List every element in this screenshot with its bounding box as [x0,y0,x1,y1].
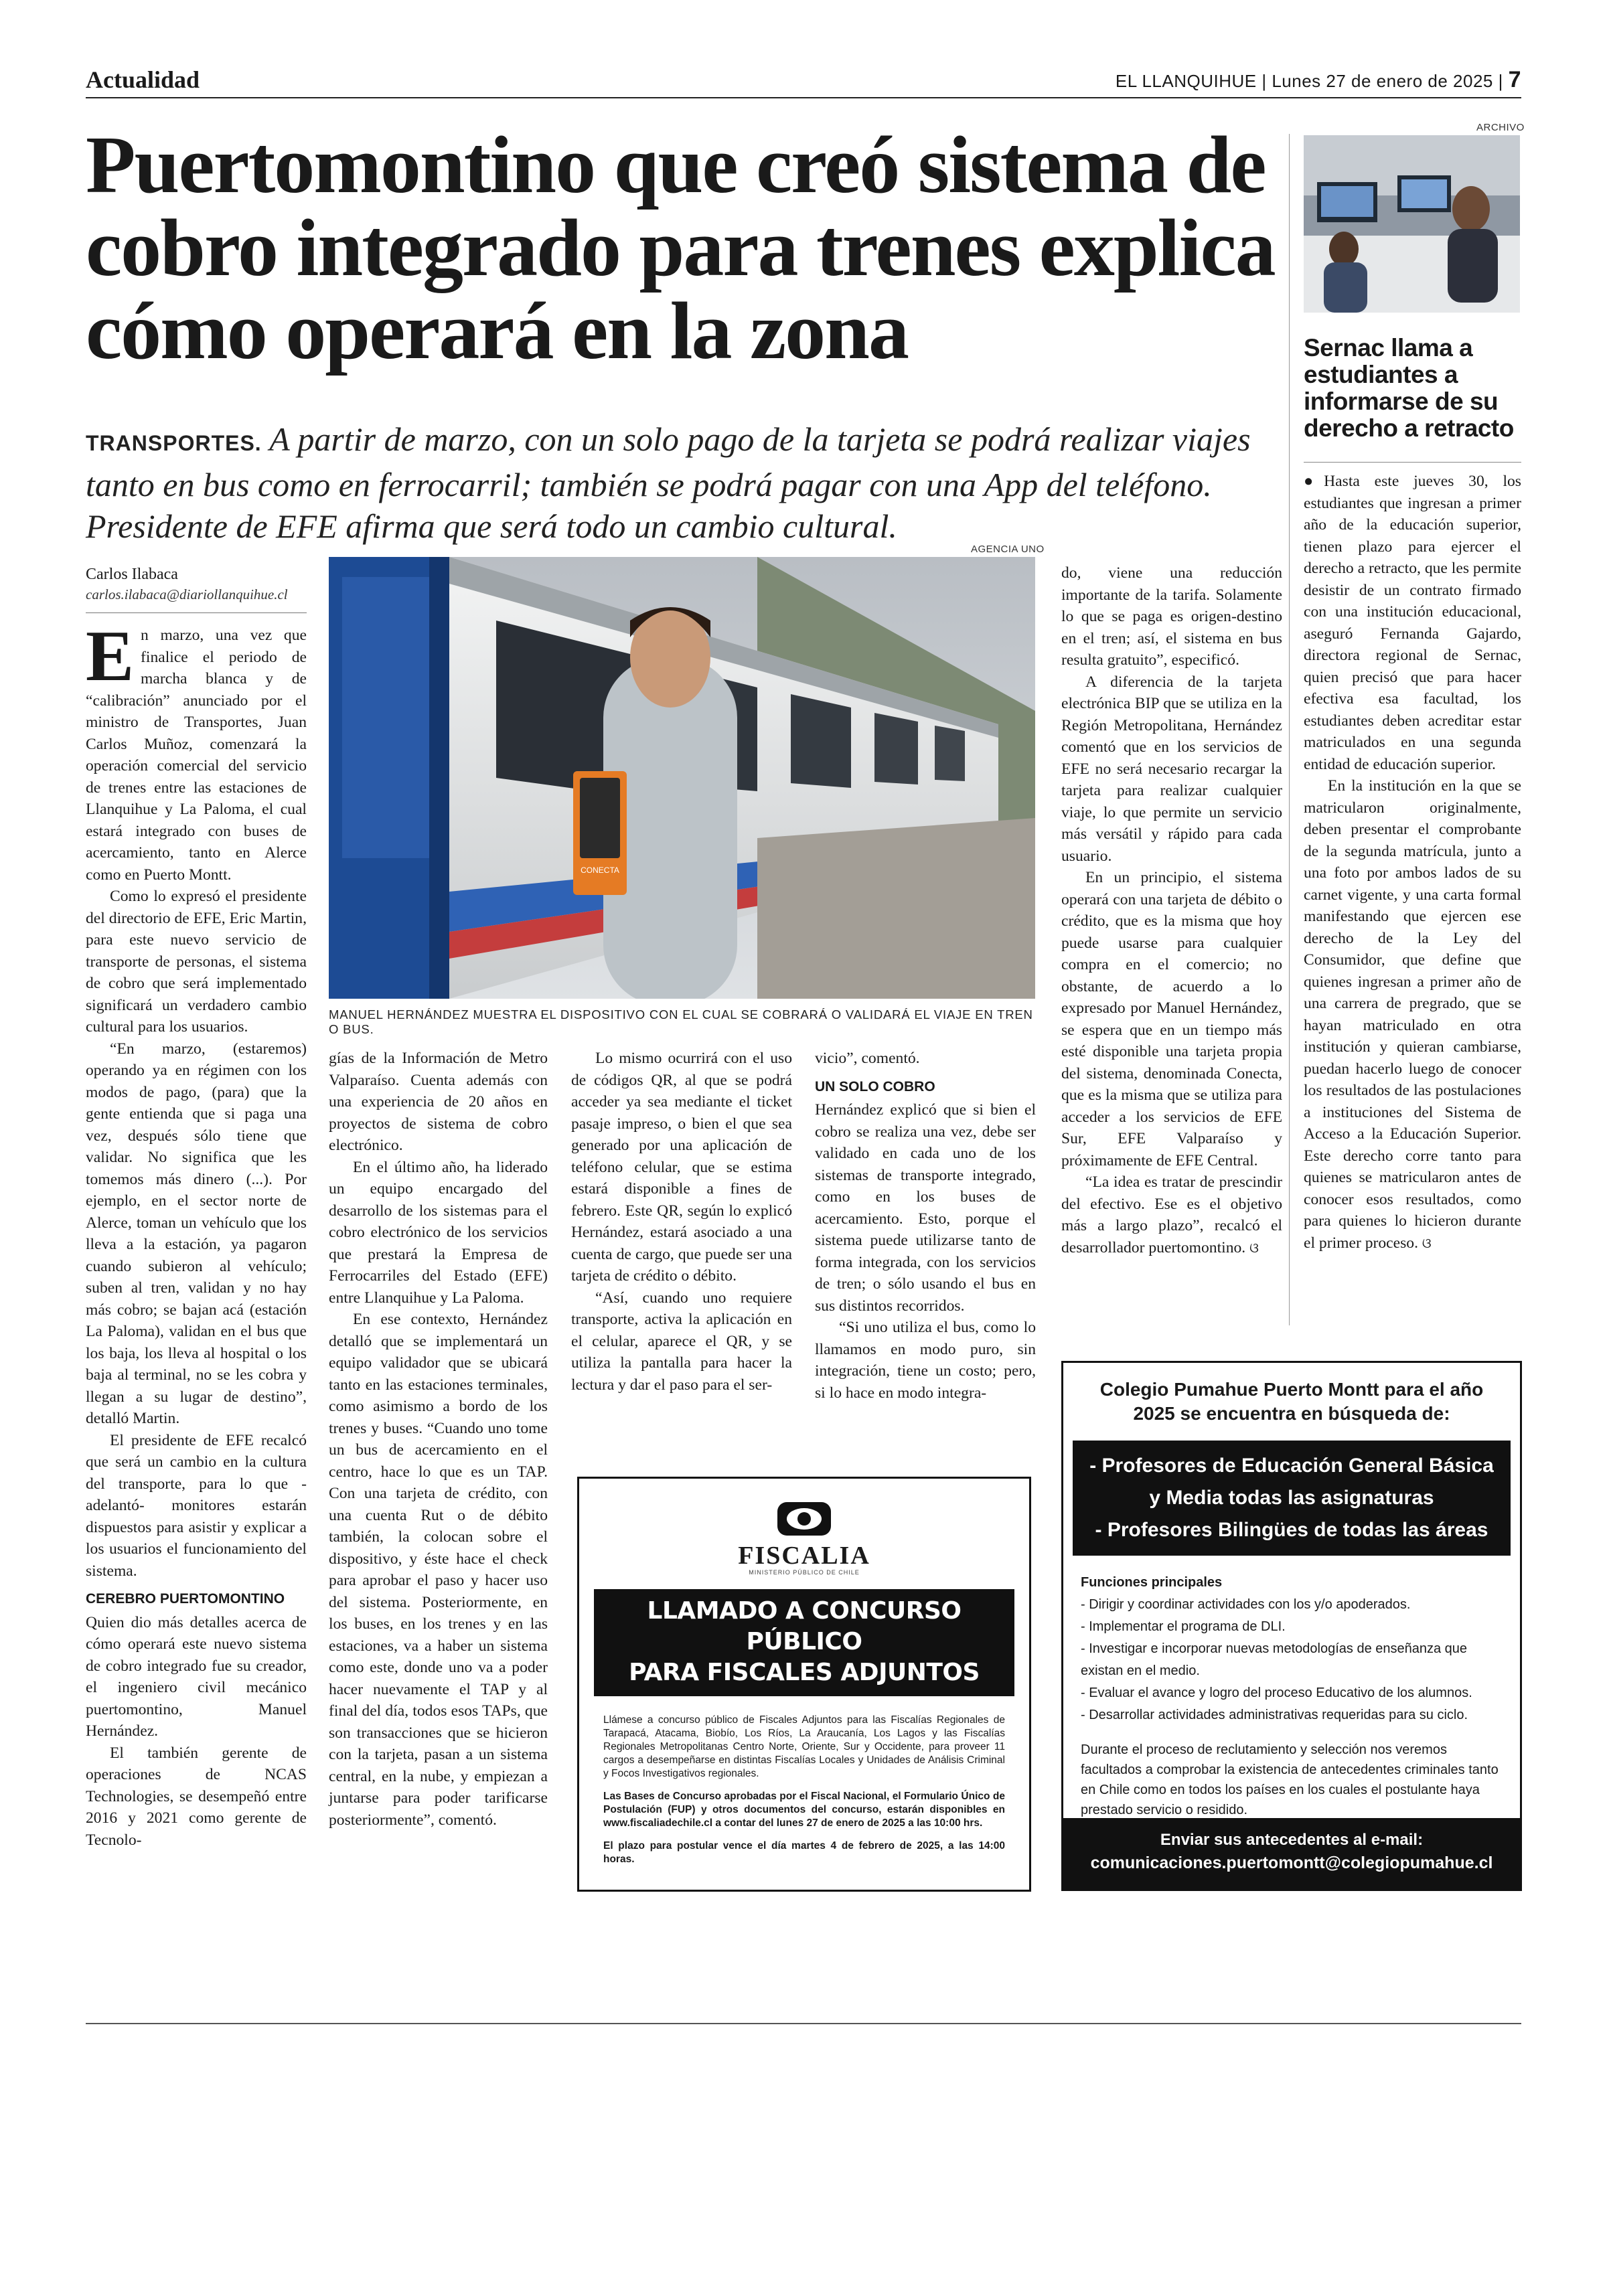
subheading: CEREBRO PUERTOMONTINO [86,1591,285,1607]
subheading: UN SOLO COBRO [815,1078,935,1094]
sidebar-body [1304,471,1521,1254]
paragraph: gías de la Información de Metro Valparaíso. Cuenta además con una experiencia de 20 años en proyectos de sistema de cobro electrónico. [329,1050,548,1154]
author-email[interactable]: carlos.ilabaca@diariollanquihue.cl [86,586,288,602]
paragraph: En el último año, ha liderado un equipo encargado del desarrollo de los sistemas para el cobro electrónico de los servicios que prestará la Empresa de Ferrocarriles del Estado (EFE) entre Llanquihue y La Paloma. [329,1158,548,1307]
function-item: - Dirigir y coordinar actividades con los y/o apoderados. [1081,1597,1411,1612]
article-col-4 [815,1048,1036,1404]
fiscalia-emblem-icon [774,1499,834,1539]
role-item: - Profesores de Educación General Básica y Media todas las asignaturas [1089,1455,1494,1509]
sidebar-divider [1289,134,1290,1325]
page-number: 7 [1508,67,1521,92]
paragraph: “La idea es tratar de prescindir del efectivo. Ese es el objetivo más a largo plazo”, recalcó el desarrollador puertomontino. ଓ [1061,1173,1282,1256]
photo-credit: AGENCIA UNO [971,544,1045,555]
byline [86,566,288,603]
deck [86,418,1284,547]
sidebar-photo-credit: ARCHIVO [1476,122,1525,133]
article-col-3 [571,1048,792,1396]
function-item: - Evaluar el avance y logro del proceso Educativo de los alumnos. [1081,1686,1472,1700]
paragraph: ●Hasta este jueves 30, los estudiantes que ingresan a primer año de la educación superior, tienen plazo para ejercer el derecho a retracto, que les permite desistir de un contrato firmado con una institución educacional, aseguró Fernanda Gajardo, directora regional de Sernac, quien precisó que para hacer efectiva esa facultad, los estudiantes deben acreditar estar matriculados en una segunda entidad de educación superior. [1304,473,1521,773]
header-rule [86,97,1521,98]
paragraph: “En marzo, (estaremos) operando ya en régimen con los modos de pago, (para) que la gente entienda que si paga una vez, después sólo tiene que validar. No significa que les tomemos más dinero (...). Por ejemplo, en el sector norte de Alerce, toman un vehículo que los lleva a la estación, ya pagaron cuando subieron al vehículo; suben al tren, validan y no hay más cobro; se bajan acá (estación La Paloma), validan en el bus que los baja, los lleva al hospital o los baja al terminal, no se les cobra y llegan a su lugar de destino”, detalló Martin. [86,1040,307,1427]
kicker: TRANSPORTES. [86,431,262,455]
lead-paragraph: En marzo, una vez que finalice el periodo de marcha blanca y de “calibración” anunciado por el ministro de Transportes, Juan Carlos Muñoz, comenzará la operación comercial del servicio de trenes entre las estaciones de Llanquihue y La Paloma, el cual estará integrado con buses de acercamiento, tanto en Alerce como en Puerto Montt. [86,617,307,884]
paragraph: Lo mismo ocurrirá con el uso de códigos QR, al que se podrá acceder ya sea mediante el ticket pasaje impreso, o bien el que sea generado por una aplicación de teléfono celular, que se estima estará disponible a fines de febrero. Este QR, según lo explicó Hernández, estará asociado a una cuenta de cargo, que puede ser una tarjeta de crédito o débito. [571,1050,792,1285]
sidebar-headline: Sernac llama a estudiantes a informarse de su derecho a retracto [1304,334,1514,442]
paragraph: En la institución en la que se matricularon originalmente, deben presentar el comprobante de la segunda matrícula, junto a una foto por ambos lados de su carnet vigente, y una carta formal manifestando que ejercen ese derecho de la Ley del Consumidor, que define que quienes ingresan a primer año de una carrera de pregrado, que se hayan matriculado en otra institución y quieran cambiarse, puedan hacerlo luego de conocer los resultados de las postulaciones a instituciones del Sistema de Acceso a la Educación Superior. Este derecho corre tanto para quienes se matricularon antes de conocer esos resultados, como para quienes lo hicieron durante el primer proceso. ଓ [1304,777,1521,1252]
paragraph: En ese contexto, Hernández detalló que se implementará un equipo validador que se ubicará tanto en las estaciones terminales, como asimismo a bordo de los trenes y buses. “Cuando uno tome un bus de acercamiento en el centro, hace lo que es un TAP. Con una tarjeta de crédito, con una cuenta Rut o de débito también, la colocan sobre el dispositivo, y éste hace el check para aprobar el paso y hacer uso del sistema. Posteriormente, en los buses, en los trenes y en las estaciones, va a haber un sistema como este, donde uno va a poder hacer nuevamente el TAP y al final del día, todos esos TAPs, que son transacciones que se hicieron con la tarjeta, pasan a un sistema central, en la nube, y empiezan a juntarse para poder tarificarse posteriormente”, comentó. [329,1311,548,1829]
device-label: CONECTA [581,866,619,875]
function-item: - Investigar e incorporar nuevas metodologías de enseñanza que existan en el medio. [1081,1641,1468,1678]
colegio-title: Colegio Pumahue Puerto Montt para el año 2025 se encuentra en búsqueda de: [1099,1379,1484,1424]
students-office-image [1304,135,1520,313]
colegio-contact-bar [1063,1818,1520,1889]
functions-title: Funciones principales [1081,1575,1223,1590]
paragraph: “Si uno utiliza el bus, como lo llamamos en modo puro, sin integración, tiene un costo; pero, si lo hace en modo integra- [815,1319,1036,1402]
photo-caption: MANUEL HERNÁNDEZ MUESTRA EL DISPOSITIVO CON EL CUAL SE COBRARÁ O VALIDARÁ EL VIAJE EN TREN O BUS. [329,1007,1033,1036]
fiscalia-title-line-1: LLAMADO A CONCURSO PÚBLICO [647,1597,962,1655]
folio: EL LLANQUIHUE | Lunes 27 de enero de 2025 | 7 [1115,67,1521,92]
paragraph: Hernández explicó que si bien el cobro se realiza una vez, debe ser validado en cada uno de los sistemas de transporte integrado, como en los buses de acercamiento. Esto, porque el sistema puede utilizarse tanto de forma integrada, con los servicios de tren; o sólo usando el bus en sus distintos recorridos. [815,1101,1036,1315]
fiscalia-ad [577,1477,1031,1892]
paragraph: El también gerente de operaciones de NCAS Technologies, se desempeñó entre 2016 y 2021 como gerente de Tecnolo- [86,1744,307,1849]
paragraph: “Así, cuando uno requiere transporte, activa la aplicación en el celular, aparece el QR, y se utiliza la pantalla para hacer la lectura y dar el paso para el ser- [571,1289,792,1394]
section-label: Actualidad [86,66,200,93]
article-col-2 [329,1048,548,1831]
paragraph: En un principio, el sistema operará con una tarjeta de débito o crédito, que es la misma que hoy puede usarse para cualquier compra en el comercio; no obstante, de acuerdo a lo expresado por Manuel Hernández, se espera que en un tiempo más esté disponible una tarjeta propia del sistema, denominada Conecta, que es la misma que se utiliza para acceder a los servicios de EFE Sur, EFE Valparaíso y próximamente de EFE Central. [1061,869,1282,1169]
article-col-5 [1061,562,1282,1258]
contact-email[interactable]: comunicaciones.puertomontt@colegiopumahue.cl [1090,1854,1493,1872]
function-item: - Desarrollar actividades administrativas requeridas para su ciclo. [1081,1708,1468,1722]
paragraph: Quien dio más detalles acerca de cómo operará este nuevo sistema de cobro integrado fue su creador, el ingeniero civil mecánico puertomontino, Manuel Hernández. [86,1613,307,1740]
sidebar-rule [1304,462,1521,463]
footer-rule [86,2023,1521,2024]
drop-cap: E [86,617,135,696]
fiscalia-body [603,1714,1005,1866]
paragraph: El presidente de EFE recalcó que será un cambio en la cultura del transporte, para lo que -adelantó- monitores estarán dispuestos para asistir y explicar a los usuarios el funcionamiento del sistema. [86,1431,307,1580]
function-item: - Implementar el programa de DLI. [1081,1619,1286,1634]
fiscalia-logo-text: FISCALIA [738,1542,870,1570]
colegio-ad [1061,1361,1522,1891]
deck-text: A partir de marzo, con un solo pago de la tarjeta se podrá realizar viajes tanto en bus como en ferrocarril; también se podrá pagar con una App del teléfono. Presidente de EFE afirma que será todo un cambio cultural. [86,420,1251,545]
fiscalia-title-bar [594,1589,1014,1696]
end-mark-icon: ଓ [1422,1234,1432,1251]
paragraph: vicio”, comentó. [815,1050,920,1067]
fiscalia-logo-subtext: MINISTERIO PÚBLICO DE CHILE [749,1569,860,1576]
paragraph: Como lo expresó el presidente del directorio de EFE, Eric Martin, para este nuevo servicio de transporte de personas, el sistema de cobro que será implementado significará un verdadero cambio cultural para los usuarios. [86,888,307,1036]
author-name: Carlos Ilabaca [86,566,178,583]
paragraph: Llámese a concurso público de Fiscales Adjuntos para las Fiscalías Regionales de Tarapacá, Atacama, Biobío, Los Ríos, La Araucanía, Los Lagos y las Fiscalías Regionales Metropolitanas Centro Norte, Oriente, Sur y Occidente, para proveer 11 cargos a desempeñarse en distintas Fiscalías Locales y Unidades de Análisis Criminal y Focos Investigativos regionales. [603,1714,1005,1779]
paragraph: do, viene una reducción importante de la tarifa. Solamente lo que se paga es origen-destino en el tren; así, el sistema en bus resulta gratuito”, especificó. [1061,564,1282,669]
end-mark-icon: ଓ [1249,1239,1259,1256]
byline-rule [86,612,307,613]
train-scene-image [329,557,1035,999]
paragraph: A diferencia de la tarjeta electrónica BIP que se utiliza en la Región Metropolitana, Hernández comentó que en los servicios de EFE no será necesario recargar la tarjeta para realizar cualquier viaje, lo que permite un servicio más versátil y rápido para cada usuario. [1061,673,1282,865]
colegio-note: Durante el proceso de reclutamiento y selección nos veremos facultados a comprobar la existencia de antecedentes criminales tanto en Chile como en todos los países en los cuales el postulante haya prestado servicio o residido. [1081,1742,1499,1817]
bullet-icon: ● [1304,473,1324,490]
fiscalia-logo [579,1499,1029,1576]
issue-date: Lunes 27 de enero de 2025 [1272,71,1493,91]
headline: Puertomontino que creó sistema de cobro integrado para trenes explica cómo operará en la zona [86,120,1275,376]
sidebar-photo [1304,135,1520,313]
paper-name: EL LLANQUIHUE [1115,71,1257,91]
main-photo [329,557,1035,999]
colegio-roles-box [1073,1441,1511,1556]
role-item: - Profesores Bilingües de todas las áreas [1095,1519,1488,1541]
article-col-1 [86,617,307,1851]
colegio-functions [1081,1572,1503,1726]
paragraph: Las Bases de Concurso aprobadas por el Fiscal Nacional, el Formulario Único de Postulación (FUP) y otros documentos del concurso, estarán disponibles en www.fiscaliadechile.cl a contar del lunes 27 de enero de 2025 a las 10:00 hrs. [603,1791,1005,1829]
fiscalia-title-line-2: PARA FISCALES ADJUNTOS [629,1659,980,1686]
email-label: Enviar sus antecedentes al e-mail: [1160,1831,1424,1849]
paragraph: El plazo para postular vence el día martes 4 de febrero de 2025, a las 14:00 horas. [603,1840,1005,1865]
